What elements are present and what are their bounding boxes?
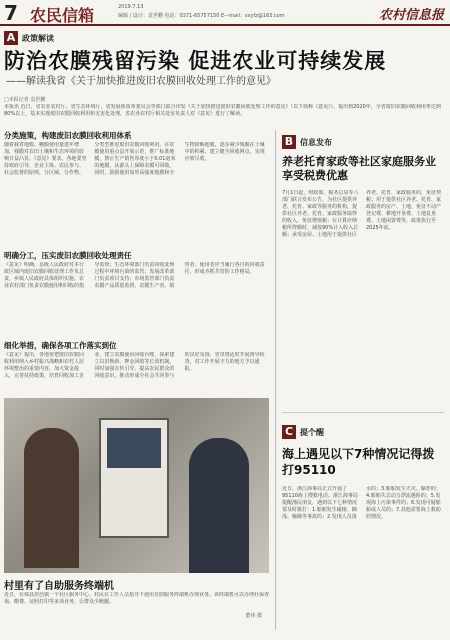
photo-caption-body: 近日，在郏县茨芭镇一个社区服务中心，村民在工作人员指导下使用自助服务终端机办理业务。该终端机可以办理社保查询、缴费、证照打印等多项业务，让群众少跑腿。 xyxy=(4,592,269,605)
photo-person-right xyxy=(189,438,249,573)
photo-person-left xyxy=(24,428,79,568)
tag-label: 信息发布 xyxy=(300,137,332,147)
tag-label: 提个醒 xyxy=(300,427,324,437)
photo-caption: 村里有了自助服务终端机 xyxy=(4,581,114,592)
main-headline: 防治农膜残留污染 促进农业可持续发展 xyxy=(4,49,387,73)
section-divider xyxy=(282,412,444,413)
reminder-headline: 海上遇见以下7种情况记得拨打95110 xyxy=(282,447,435,477)
info-text: 7月1日起，财政部、税务总局等六部门联合发布公告，为社区提供养老、托育、家政等服务的机构，提供社区养老、托育、家政服务取得的收入，免征增值税；在计算应纳税所得额时，减按90%计入收入总额；承受房屋、土地用于提供社区养老、托育、家政服务的，免征契税；用于提供社区养老、托育、家政服务的房产、土地，免征不动产登记费、耕地开垦费、土地复垦费、土地闲置费等，政策执行至2025年底。 xyxy=(282,190,442,238)
tag-letter: B xyxy=(282,135,296,149)
main-subheadline: ——解读我省《关于加快推进废旧农膜回收处理工作的意见》 xyxy=(6,76,276,87)
section-1-title: 分类施策，构建废旧农膜回收利用体系 xyxy=(4,131,132,140)
tag-letter: C xyxy=(282,425,296,439)
brand-logo: 农村信息报 xyxy=(378,8,444,23)
byline: □本报记者 袁世鹏 xyxy=(4,97,46,103)
date-line: 2019.7.13 xyxy=(118,4,144,10)
section-3-text: 《意见》提出，各地要把废旧农膜回收利用纳入乡村振兴战略和农村人居环境整治的重要内容，加大资金投入，完善扶持政策，培育回收加工企业，建立农膜使用回收台账，探索建立以旧换新、押金回收等长效机制。同时加强宣传引导，提高农民群众的回收意识，推动形成全社会共同参与的良好氛围。省里将适时开展督导检查，对工作开展不力的地方予以通报。 xyxy=(4,352,265,379)
tag-letter: A xyxy=(4,31,18,45)
column-divider xyxy=(275,130,276,630)
section-1-text: 随着我省地膜、棚膜使用量逐年增加，残膜对农田土壤和生态环境的影响日益凸显。《意见》要求，各地要坚持政府引导、企业主体、农民参与、社会监督的原则，分区域、分作物、分类型推进废旧农膜回收利用。在农膜使用重点县开展示范，推广标准地膜，禁止生产销售厚度小于0.01毫米的地膜，从源头上保障农膜可回收。同时，鼓励使用加厚高强度地膜和全生物降解地膜，逐步减少残膜在土壤中的积累，建立健全回收网点，实现应收尽收。 xyxy=(4,142,265,176)
section-3-title: 细化举措，确保各项工作落实到位 xyxy=(4,341,117,350)
tag-label: 政策解读 xyxy=(22,33,54,43)
photo-credit: 董伟 摄 xyxy=(245,613,262,619)
page-number: 7 xyxy=(4,1,18,25)
tag-info xyxy=(282,135,332,149)
photo-kiosk-screen xyxy=(107,428,161,468)
intro-paragraph: 本报讯 近日，省农业农村厅、省生态环境厅、省发展和改革委员会等部门联合印发《关于加快推进废旧农膜回收处理工作的意见》（以下简称《意见》），提出到2020年，全省废旧农膜回收利用率达到80%以上，基本实现废旧农膜回收利用和无害化处理。省农业农村厅相关处室负责人对《意见》进行了解读。 xyxy=(4,104,441,117)
tag-policy xyxy=(4,31,54,45)
section-name: 农民信箱 xyxy=(30,6,95,25)
reminder-text: 近日，浙江海事局正式开通了95110海上搜救电话。浙江海事局提醒渔民朋友，遇到以下七种情况要及时拨打：1.船舶发生碰撞、搁浅、触礁等事故的；2.发现人员落水的；3.船舶发生火灾、爆炸的；4.船舶失去动力漂流遇险的；5.发现海上污染事件的；6.发现可疑船舶或人员的；7.其他需要海上救助的情况。 xyxy=(282,486,441,520)
masthead xyxy=(0,0,450,26)
editor-line: 编辑 / 设计：袁世鹏 电话：0371-65757150 E—mail：sxyfz@163.com xyxy=(118,13,285,19)
info-headline: 养老托育家政等社区家庭服务业享受税费优惠 xyxy=(282,155,436,182)
news-photo xyxy=(4,398,269,573)
tag-reminder xyxy=(282,425,324,439)
section-2-text: 《意见》明确，县级人民政府对本行政区域内废旧农膜回收处理工作负总责，乡镇人民政府具体组织实施。农业农村部门负责农膜使用和回收的指导监督；生态环境部门负责回收处理过程中环境污染的监管；发展改革部门负责项目支持；市场监管部门负责农膜产品质量监督。农膜生产者、销售者、使用者应当履行各自的回收责任，形成齐抓共管的工作格局。 xyxy=(4,262,265,289)
section-2-title: 明确分工，压实废旧农膜回收处理责任 xyxy=(4,251,132,260)
